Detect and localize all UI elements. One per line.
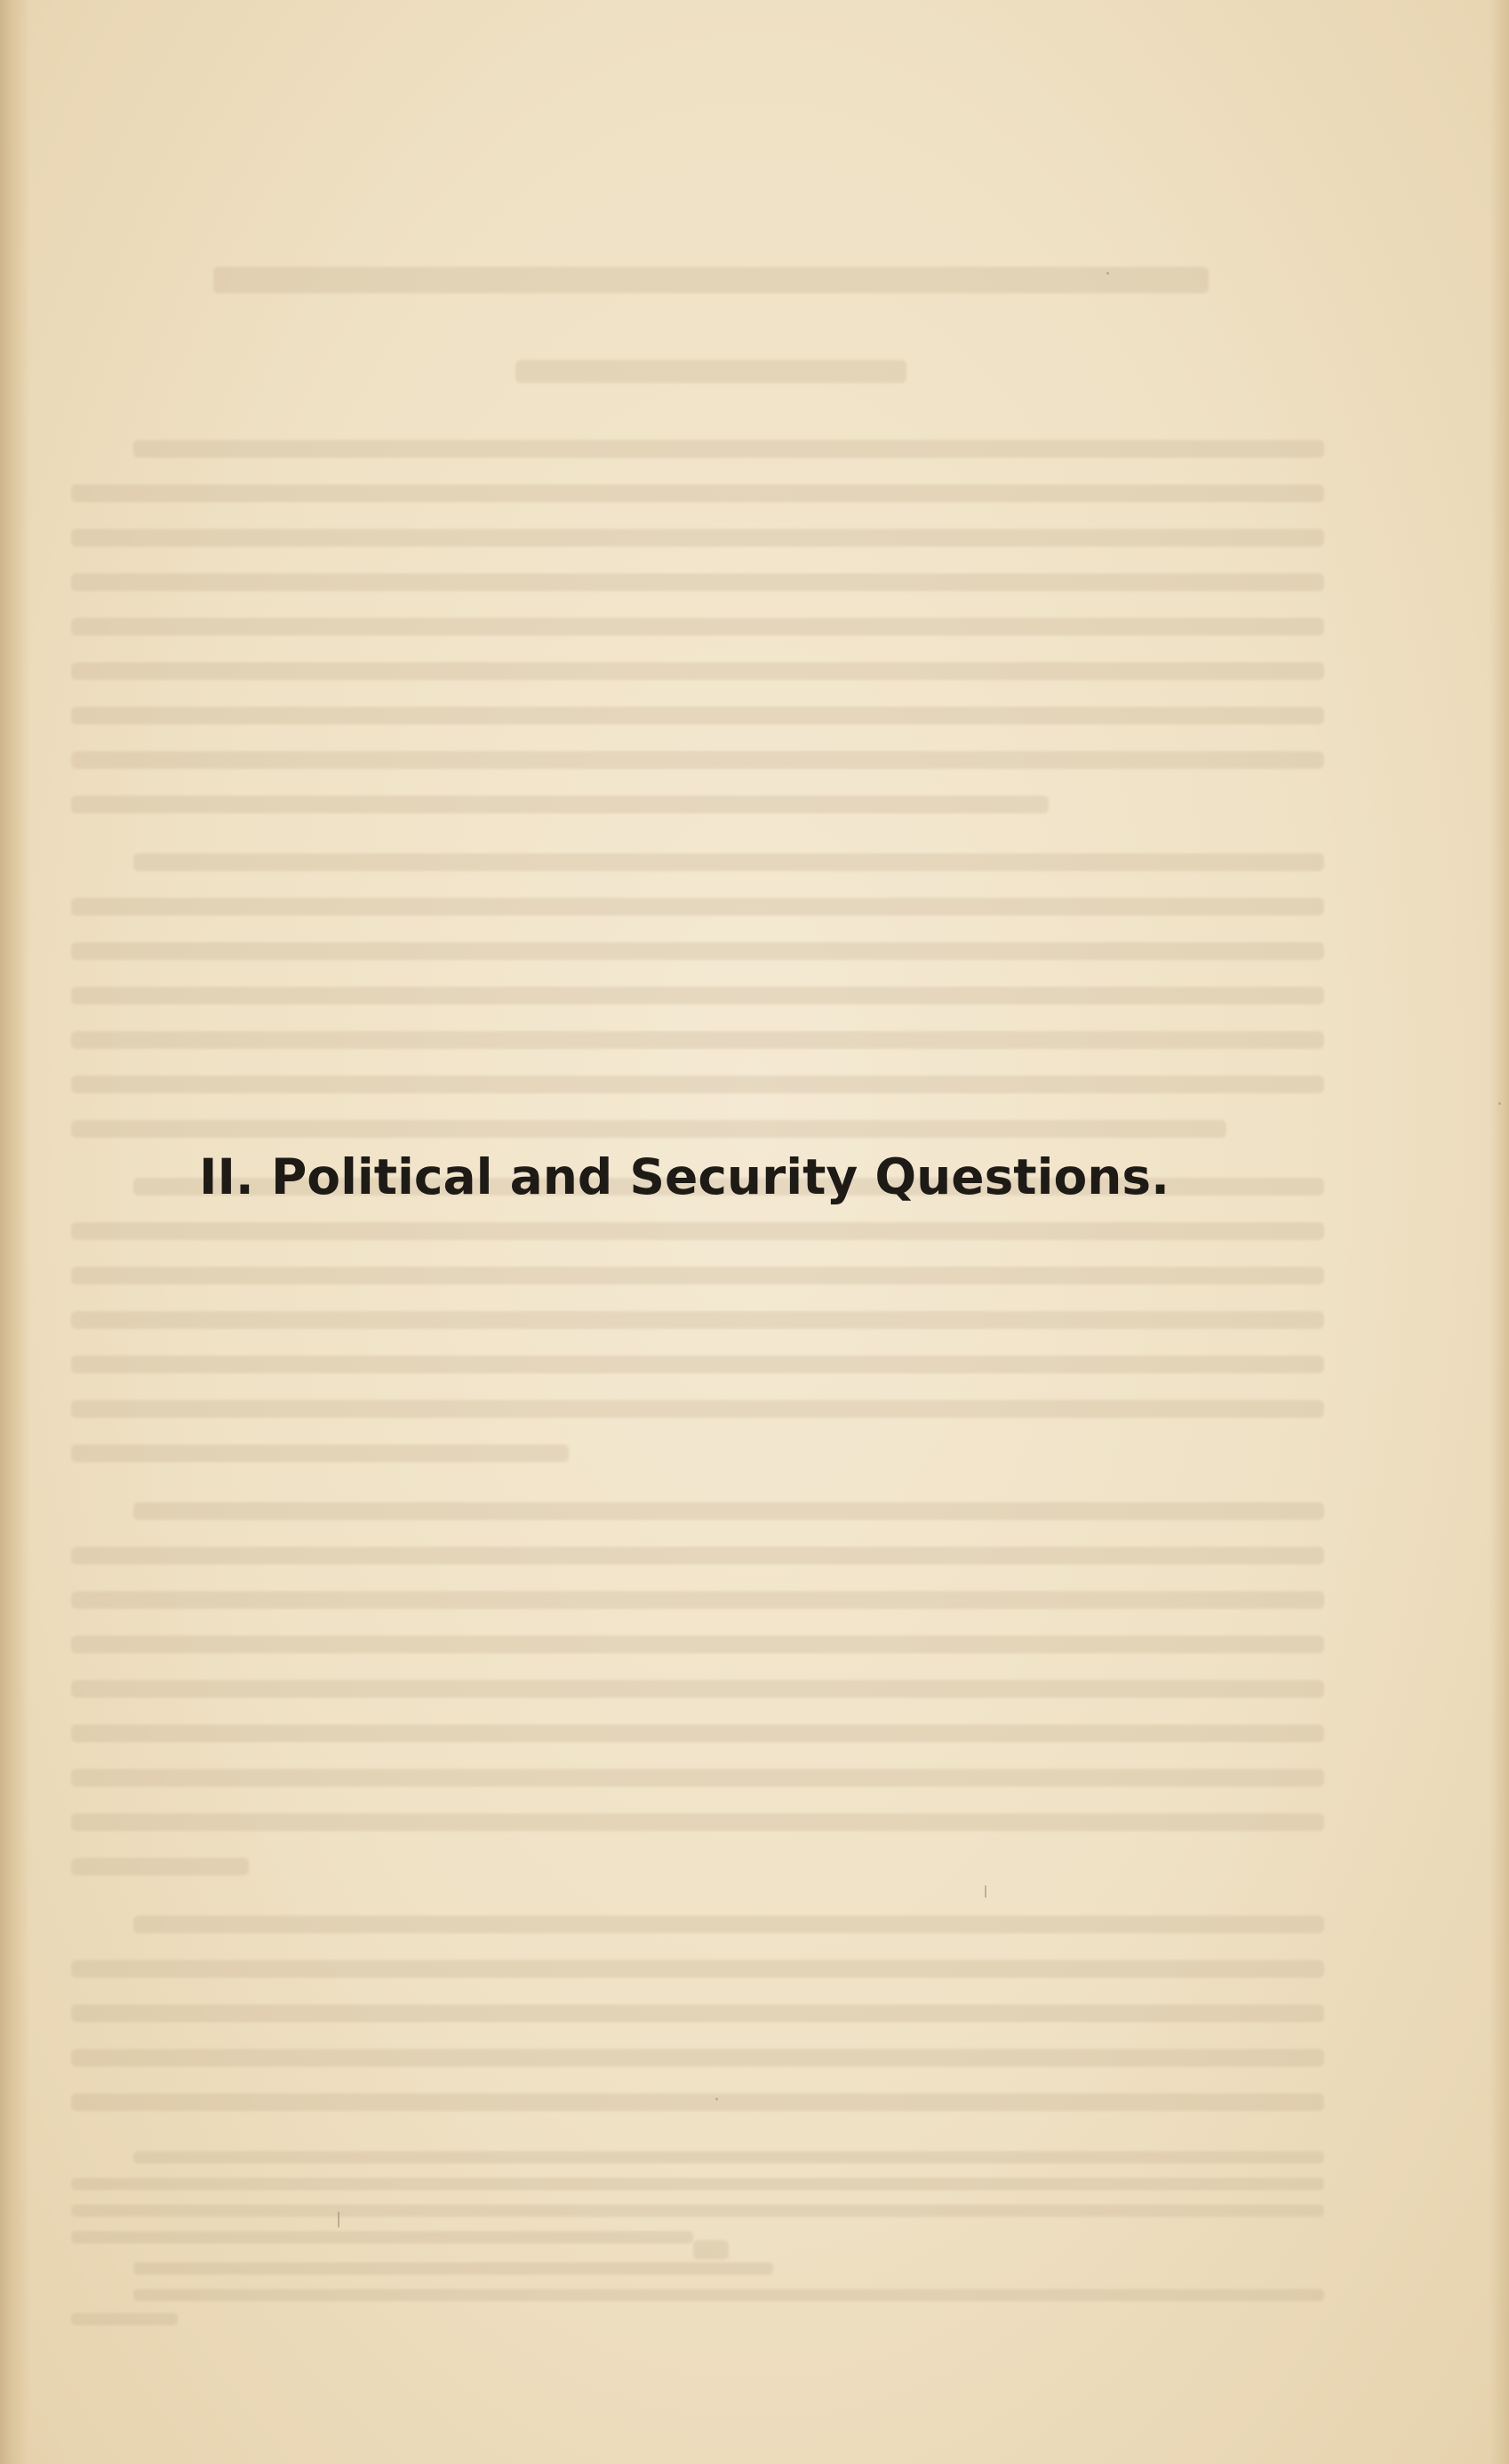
- show-through-line: [71, 1858, 249, 1876]
- show-through-line: [71, 942, 1324, 960]
- binding-shadow: [0, 0, 30, 2464]
- show-through-line: [71, 1267, 1324, 1284]
- show-through-line: [515, 360, 906, 383]
- paper-speck: [1498, 1102, 1501, 1105]
- show-through-line: [693, 2240, 729, 2260]
- show-through-line: [71, 484, 1324, 502]
- show-through-line: [71, 1769, 1324, 1787]
- show-through-footnote: [71, 2231, 693, 2244]
- show-through-line: [71, 1547, 1324, 1564]
- paper-speck: [1106, 272, 1109, 275]
- show-through-line: [71, 796, 1049, 813]
- paper-speck: [338, 2212, 339, 2228]
- show-through-line: [71, 1356, 1324, 1373]
- show-through-line: [71, 1120, 1226, 1138]
- page-edge-shadow: [1489, 0, 1509, 2464]
- show-through-line: [71, 1591, 1324, 1609]
- show-through-line: [71, 529, 1324, 547]
- show-through-line: [71, 751, 1324, 769]
- paper-speck: [985, 1885, 986, 1898]
- paper-speck: [715, 2098, 718, 2100]
- show-through-line: [133, 440, 1324, 458]
- show-through-line: [71, 707, 1324, 724]
- show-through-line: [71, 1400, 1324, 1418]
- show-through-footnote: [71, 2313, 178, 2325]
- show-through-page-number: [693, 2231, 747, 2267]
- show-through-line: [71, 1636, 1324, 1653]
- show-through-text: [71, 258, 1351, 2320]
- show-through-line: [71, 1031, 1324, 1049]
- show-through-line: [71, 1076, 1324, 1093]
- show-through-line: [71, 1311, 1324, 1329]
- show-through-line: [71, 987, 1324, 1004]
- show-through-line: [71, 898, 1324, 916]
- show-through-footnote: [133, 2289, 1324, 2301]
- show-through-line: [71, 1222, 1324, 1240]
- show-through-line: [71, 2093, 1324, 2111]
- section-heading: II. Political and Security Questions.: [199, 1148, 1170, 1205]
- show-through-line: [71, 2049, 1324, 2067]
- show-through-line: [71, 2004, 1324, 2022]
- show-through-line: [133, 1502, 1324, 1520]
- show-through-line: [71, 573, 1324, 591]
- show-through-line: [71, 1680, 1324, 1698]
- show-through-line: [133, 853, 1324, 871]
- show-through-line: [71, 662, 1324, 680]
- show-through-line: [71, 1724, 1324, 1742]
- show-through-footnote: [133, 2151, 1324, 2164]
- show-through-footnote: [71, 2204, 1324, 2217]
- show-through-line: [213, 267, 1209, 293]
- show-through-line: [71, 618, 1324, 636]
- show-through-line: [133, 1916, 1324, 1933]
- show-through-footnote: [71, 2178, 1324, 2190]
- show-through-footnote: [133, 2262, 773, 2275]
- show-through-line: [71, 1444, 569, 1462]
- show-through-line: [71, 1813, 1324, 1831]
- show-through-line: [71, 1960, 1324, 1978]
